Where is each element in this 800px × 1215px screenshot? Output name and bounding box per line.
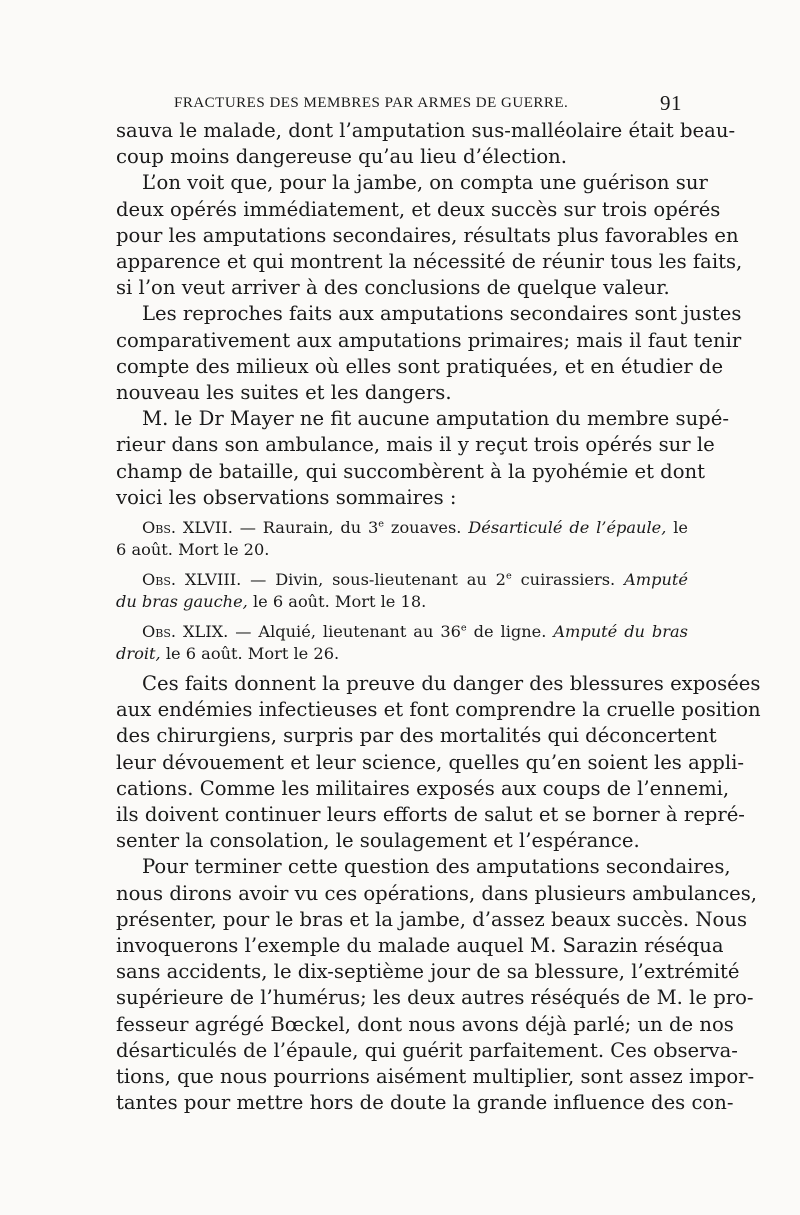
observation-italic: Amputé — [624, 570, 688, 590]
text-line: M. le Dr Mayer ne fit aucune amputation du membre supé- — [142, 407, 729, 431]
text-line: sauva le malade, dont l’amputation sus-malléolaire était beau- — [116, 119, 736, 142]
text-line: comparativement aux amputations primaires; mais il faut tenir — [116, 328, 742, 352]
text-line: Ces faits donnent la preuve du danger des blessures exposées — [142, 672, 761, 696]
observation-text: de ligne. — [466, 622, 554, 642]
text-line — [116, 591, 688, 613]
text-line: Les reproches faits aux amputations secondaires sont justes — [142, 302, 742, 326]
running-head — [116, 88, 688, 118]
text-line: deux opérés immédiatement, et deux succès sur trois opérés — [116, 197, 721, 221]
running-title: FRACTURES DES MEMBRES PAR ARMES DE GUERRE. — [174, 95, 569, 111]
observation-label: Obs. XLVIII. — [142, 570, 242, 590]
observation-text: zouaves. — [384, 518, 469, 538]
superscript: e — [460, 622, 467, 634]
superscript: e — [505, 570, 512, 582]
paragraph — [116, 671, 761, 854]
text-block — [116, 88, 761, 1117]
observation-label: Obs. XLIX. — [142, 622, 229, 642]
observation-text: cuirassiers. — [511, 570, 625, 590]
text-line: leur dévouement et leur science, quelles qu’en soient les appli- — [116, 750, 745, 774]
text-line: coup moins dangereuse qu’au lieu d’élection. — [116, 145, 568, 169]
text-line — [116, 643, 688, 665]
observation-text: le 6 août. Mort le 26. — [160, 644, 340, 664]
observation-xlviii — [116, 569, 688, 613]
observation-italic: droit, — [116, 644, 161, 664]
text-line: invoquerons l’exemple du malade auquel M. Sarazin réséqua — [116, 934, 724, 958]
text-line: voici les observations sommaires : — [116, 485, 457, 509]
paragraph — [116, 170, 743, 301]
text-line: champ de bataille, qui succombèrent à la pyohémie et dont — [116, 459, 706, 483]
text-line: tantes pour mettre hors de doute la grande influence des con- — [116, 1091, 734, 1115]
text-line: pour les amputations secondaires, résultats plus favorables en — [116, 223, 739, 247]
text-line: nous dirons avoir vu ces opérations, dans plusieurs ambulances, — [116, 881, 758, 905]
paragraph — [116, 854, 758, 1116]
text-line: nouveau les suites et les dangers. — [116, 381, 452, 405]
text-line: désarticulés de l’épaule, qui guérit parfaitement. Ces observa- — [116, 1038, 738, 1062]
text-line: rieur dans son ambulance, mais il y reçut trois opérés sur le — [116, 433, 715, 457]
observation-italic: Désarticulé de l’épaule, — [468, 518, 667, 538]
observation-xlvii — [116, 517, 688, 561]
text-line: fesseur agrégé Bœckel, dont nous avons déjà parlé; un de nos — [116, 1012, 734, 1036]
observation-label: Obs. XLVII. — [142, 518, 233, 538]
text-line: 6 août. Mort le 20. — [116, 540, 270, 560]
observation-italic: Amputé du bras — [553, 622, 688, 642]
text-line: des chirurgiens, surpris par des mortalités qui déconcertent — [116, 724, 717, 748]
text-line — [116, 517, 688, 539]
text-line: présenter, pour le bras et la jambe, d’assez beaux succès. Nous — [116, 907, 748, 931]
superscript: e — [378, 518, 385, 530]
observation-text: — Divin, sous-lieutenant au 2 — [241, 570, 506, 590]
observation-text: — Alquié, lieutenant au 36 — [228, 622, 461, 642]
page-number: 91 — [660, 91, 682, 115]
paragraph — [116, 301, 742, 406]
text-line: si l’on veut arriver à des conclusions de quelque valeur. — [116, 276, 670, 300]
text-line: Pour terminer cette question des amputations secondaires, — [142, 855, 731, 879]
text-line: tions, que nous pourrions aisément multiplier, sont assez impor- — [116, 1065, 755, 1089]
observation-text: le 6 août. Mort le 18. — [247, 592, 427, 612]
text-line: L’on voit que, pour la jambe, on compta une guérison sur — [142, 171, 708, 195]
text-line: cations. Comme les militaires exposés aux coups de l’ennemi, — [116, 776, 730, 800]
text-line: ils doivent continuer leurs efforts de salut et se borner à repré- — [116, 803, 745, 827]
observation-italic: du bras gauche, — [116, 592, 248, 612]
text-line: compte des milieux où elles sont pratiquées, et en étudier de — [116, 354, 724, 378]
observation-xlix — [116, 621, 688, 665]
text-line — [116, 621, 688, 643]
paragraph — [116, 406, 729, 511]
observation-text: le — [666, 518, 688, 538]
text-line: sans accidents, le dix-septième jour de sa blessure, l’extrémité — [116, 960, 740, 984]
observation-text: — Raurain, du 3 — [232, 518, 379, 538]
text-line: aux endémies infectieuses et font comprendre la cruelle position — [116, 698, 761, 722]
paragraph — [116, 118, 736, 170]
text-line: apparence et qui montrent la nécessité de réunir tous les faits, — [116, 250, 743, 274]
text-line — [116, 569, 688, 591]
text-line: supérieure de l’humérus; les deux autres réséqués de M. le pro- — [116, 986, 754, 1010]
text-line: senter la consolation, le soulagement et l’espérance. — [116, 829, 640, 853]
